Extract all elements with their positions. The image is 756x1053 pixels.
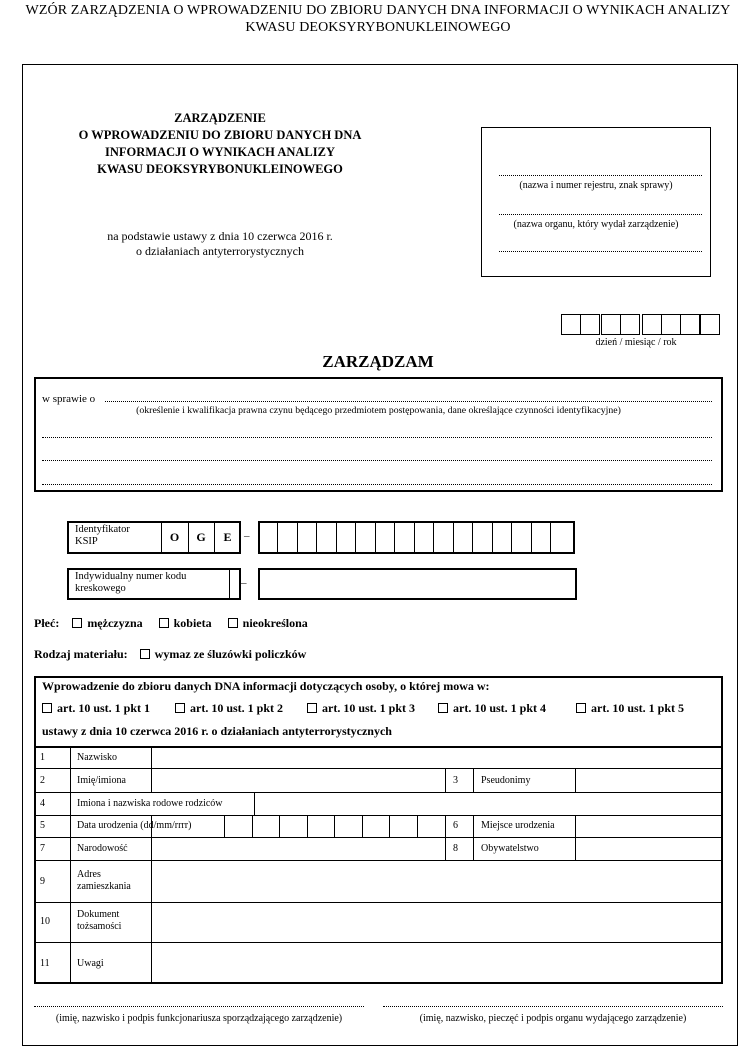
remarks-field[interactable] (152, 943, 721, 982)
barcode-label (75, 571, 186, 595)
registry-box (481, 127, 711, 277)
table-col-rule (473, 815, 474, 860)
checkbox-label: kobieta (173, 616, 212, 630)
matter-box (34, 377, 723, 492)
sex-row (34, 616, 308, 631)
checkbox-icon (72, 618, 82, 628)
date-day-cell[interactable] (580, 314, 600, 335)
checkbox-female[interactable] (159, 616, 212, 630)
legal-basis (60, 229, 380, 259)
row-label: Imię/imiona (77, 775, 126, 786)
intro-heading: Wprowadzenie do zbioru danych DNA informacji dotyczących osoby, o której mowa w: (42, 679, 490, 693)
date-caption: dzień / miesiąc / rok (595, 337, 677, 348)
barcode-dash: – (241, 577, 247, 589)
birth-date-field[interactable] (225, 816, 444, 837)
pseudonyms-field[interactable] (576, 769, 721, 792)
row-label: Nazwisko (77, 752, 117, 763)
matter-field-line[interactable] (42, 437, 712, 438)
checkbox-icon (438, 703, 448, 713)
row-number: 4 (40, 798, 45, 809)
ksip-letter: E (223, 530, 232, 544)
date-month-cell[interactable] (601, 314, 621, 335)
checkbox-male[interactable] (72, 616, 142, 630)
row-label: Data urodzenia (dd/mm/rrrr) (77, 820, 192, 831)
checkbox-icon (159, 618, 169, 628)
title-line: KWASU DEOKSYRYBONUKLEINOWEGO (97, 162, 343, 176)
row-number: 11 (40, 958, 50, 969)
barcode-label-line: kreskowego (75, 583, 126, 594)
row-number: 3 (453, 775, 458, 786)
row-label: Obywatelstwo (481, 843, 539, 854)
row-number: 9 (40, 876, 45, 887)
article-label: art. 10 ust. 1 pkt 1 (57, 701, 151, 715)
article-option[interactable] (307, 701, 415, 716)
row-label (77, 869, 131, 893)
ksip-letter: O (169, 530, 180, 544)
citizenship-field[interactable] (576, 838, 721, 860)
parents-names-field[interactable] (255, 793, 721, 815)
title-line: O WPROWADZENIU DO ZBIORU DANYCH DNA (78, 128, 362, 142)
authority-signature-line[interactable] (383, 1006, 723, 1007)
checkbox-label: wymaz ze śluzówki policzków (154, 647, 307, 661)
page-header: WZÓR ZARZĄDZENIA O WPROWADZENIU DO ZBIORU DANYCH DNA INFORMACJI O WYNIKACH ANALIZY KWASU DEOKSYRYBONUKLEINOWEGO (25, 3, 731, 35)
row-label-line: Dokument (77, 909, 120, 920)
checkbox-icon (228, 618, 238, 628)
intro-statute: ustawy z dnia 10 czerwca 2016 r. o działaniach antyterrorystycznych (42, 724, 392, 738)
date-month-cell[interactable] (620, 314, 640, 335)
surname-field[interactable] (152, 747, 721, 768)
matter-field-line[interactable] (42, 460, 712, 461)
nationality-field[interactable] (152, 838, 444, 860)
register-field[interactable] (499, 175, 702, 176)
row-number: 7 (40, 843, 45, 854)
checkbox-label: mężczyzna (87, 616, 143, 630)
authority-signature-caption: (imię, nazwisko, pieczęć i podpis organu wydającego zarządzenie) (419, 1013, 687, 1024)
officer-signature-caption: (imię, nazwisko i podpis funkcjonariusza sporządzającego zarządzenie) (55, 1013, 343, 1024)
order-heading: ZARZĄDZAM (322, 352, 434, 371)
ksip-letter: G (196, 530, 206, 544)
authority-field-extra[interactable] (499, 251, 702, 252)
table-col-rule (445, 815, 446, 860)
row-label: Narodowość (77, 843, 128, 854)
ksip-label-line: Identyfikator (75, 524, 130, 535)
row-number: 5 (40, 820, 45, 831)
article-label: art. 10 ust. 1 pkt 2 (190, 701, 284, 715)
row-label-line: zamieszkania (77, 881, 131, 892)
material-row (34, 647, 306, 662)
date-year-cell[interactable] (661, 314, 681, 335)
checkbox-label: nieokreślona (242, 616, 308, 630)
matter-caption: (określenie i kwalifikacja prawna czynu będącego przedmiotem postępowania, dane określające czynności identyfikacyjne) (136, 405, 621, 416)
row-number: 6 (453, 820, 458, 831)
date-year-cell[interactable] (700, 314, 720, 335)
barcode-divider (229, 568, 230, 600)
id-document-field[interactable] (152, 903, 721, 942)
table-col-rule (473, 768, 474, 792)
row-label: Uwagi (77, 958, 104, 969)
matter-field[interactable] (105, 401, 712, 402)
material-label: Rodzaj materiału: (34, 647, 128, 661)
title-line: INFORMACJI O WYNIKACH ANALIZY (105, 145, 335, 159)
row-number: 10 (40, 916, 50, 927)
legal-basis-line: o działaniach antyterrorystycznych (136, 244, 304, 258)
row-label: Imiona i nazwiska rodowe rodziców (77, 798, 223, 809)
article-label: art. 10 ust. 1 pkt 3 (322, 701, 416, 715)
table-col-rule (70, 747, 71, 983)
checkbox-icon (42, 703, 52, 713)
row-label: Pseudonimy (481, 775, 531, 786)
register-caption: (nazwa i numer rejestru, znak sprawy) (519, 180, 673, 191)
row-number: 2 (40, 775, 45, 786)
ksip-label (75, 524, 130, 548)
checkbox-icon (175, 703, 185, 713)
title-line: ZARZĄDZENIE (174, 111, 266, 125)
barcode-label-line: Indywidualny numer kodu (75, 571, 187, 582)
ksip-dash: – (244, 530, 250, 542)
birthplace-field[interactable] (576, 816, 721, 837)
checkbox-icon (307, 703, 317, 713)
matter-label: w sprawie o (42, 393, 96, 405)
authority-field[interactable] (499, 214, 702, 215)
ksip-label-line: KSIP (75, 536, 98, 547)
ksip-number-input[interactable] (259, 522, 574, 553)
article-option[interactable] (576, 701, 684, 716)
row-label-line: Adres (77, 869, 101, 880)
address-field[interactable] (152, 861, 721, 902)
table-col-rule (445, 768, 446, 792)
row-label (77, 909, 121, 933)
sex-label: Płeć: (34, 616, 60, 630)
barcode-input[interactable] (258, 568, 577, 600)
article-label: art. 10 ust. 1 pkt 4 (453, 701, 547, 715)
row-label: Miejsce urodzenia (481, 820, 555, 831)
row-number: 8 (453, 843, 458, 854)
article-option[interactable] (438, 701, 546, 716)
article-option[interactable] (175, 701, 283, 716)
checkbox-icon (140, 649, 150, 659)
row-number: 1 (40, 752, 45, 763)
first-names-field[interactable] (152, 769, 444, 792)
legal-basis-line: na podstawie ustawy z dnia 10 czerwca 2016 r. (107, 229, 333, 243)
document-title (40, 110, 400, 178)
authority-caption: (nazwa organu, który wydał zarządzenie) (513, 219, 679, 230)
matter-field-line[interactable] (42, 484, 712, 485)
article-label: art. 10 ust. 1 pkt 5 (591, 701, 685, 715)
date-day-cell[interactable] (561, 314, 581, 335)
date-year-cell[interactable] (680, 314, 700, 335)
officer-signature-line[interactable] (34, 1006, 364, 1007)
checkbox-icon (576, 703, 586, 713)
row-label-line: tożsamości (77, 921, 122, 932)
checkbox-undetermined[interactable] (228, 616, 308, 630)
article-option[interactable] (42, 701, 150, 716)
checkbox-buccal-swab[interactable] (140, 647, 307, 661)
date-year-cell[interactable] (642, 314, 662, 335)
